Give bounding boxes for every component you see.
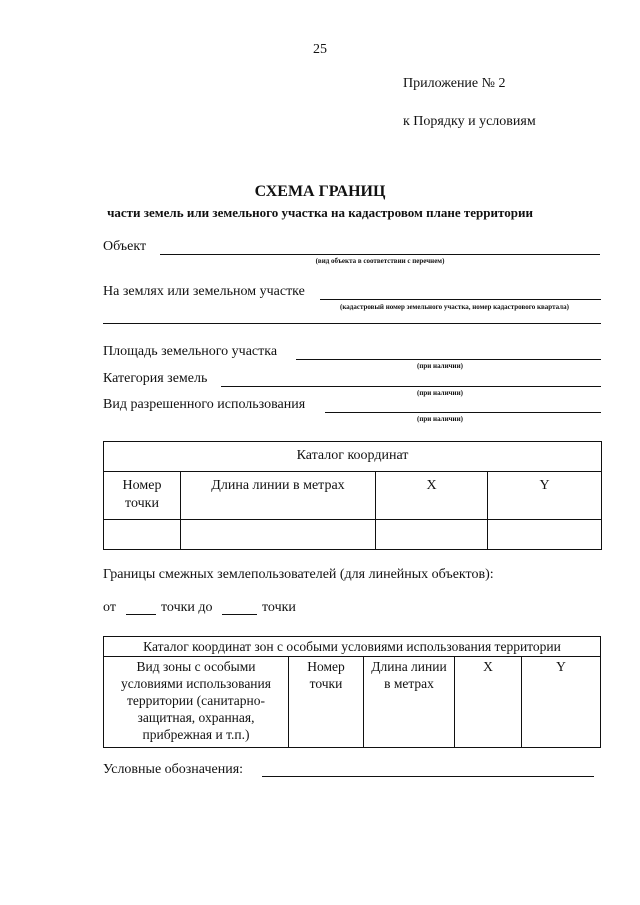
header-point-number: Номер точки	[104, 472, 181, 520]
coordinates-table	[103, 441, 602, 550]
page-subtitle: части земель или земельного участка на кадастровом плане территории	[107, 205, 533, 220]
use-hint: (при наличии)	[417, 415, 463, 423]
coordinates-table-caption: Каталог координат	[104, 442, 602, 472]
legend-field[interactable]	[262, 776, 594, 777]
category-field[interactable]	[221, 386, 601, 387]
use-label: Вид разрешенного использования	[103, 397, 306, 412]
legend-label: Условные обозначения:	[103, 762, 244, 777]
table-cell[interactable]	[104, 520, 181, 550]
area-hint: (при наличии)	[417, 362, 463, 370]
object-hint: (вид объекта в соответствии с перечнем)	[315, 257, 445, 265]
lands-label: На землях или земельном участке	[103, 284, 305, 299]
lands-hint: (кадастровый номер земельного участка, номер кадастрового квартала)	[340, 303, 569, 311]
category-hint: (при наличии)	[417, 389, 463, 397]
lands-field[interactable]	[320, 299, 601, 300]
from-label: от	[103, 600, 116, 615]
appendix-reference: к Порядку и условиям	[403, 114, 536, 129]
borders-text: Границы смежных землепользователей (для линейных объектов):	[103, 567, 494, 582]
page-title: СХЕМА ГРАНИЦ	[254, 183, 386, 200]
category-label: Категория земель	[103, 371, 208, 386]
use-field[interactable]	[325, 412, 601, 413]
zones-table-caption: Каталог координат зон с особыми условиями использования территории	[104, 637, 601, 657]
from-point-field[interactable]	[126, 614, 156, 615]
page-number: 25	[313, 42, 327, 57]
header-line-length: Длина линии в метрах	[364, 657, 455, 748]
table-cell[interactable]	[488, 520, 602, 550]
object-label: Объект	[103, 239, 147, 254]
object-field[interactable]	[160, 254, 600, 255]
header-point-number: Номер точки	[289, 657, 364, 748]
point-to-label: точки до	[161, 600, 213, 615]
area-label: Площадь земельного участка	[103, 344, 278, 359]
table-cell[interactable]	[376, 520, 488, 550]
zones-table	[103, 636, 601, 748]
to-point-field[interactable]	[222, 614, 257, 615]
point-label: точки	[262, 600, 296, 615]
header-zone-type: Вид зоны с особыми условиями использования территории (санитарно-защитная, охранная, прибрежная и т.п.)	[104, 657, 289, 748]
area-field[interactable]	[296, 359, 601, 360]
appendix-number: Приложение № 2	[403, 76, 506, 91]
header-x: X	[376, 472, 488, 520]
header-x: X	[455, 657, 522, 748]
header-line-length: Длина линии в метрах	[181, 472, 376, 520]
header-y: Y	[522, 657, 601, 748]
table-cell[interactable]	[181, 520, 376, 550]
header-y: Y	[488, 472, 602, 520]
lands-field-continued[interactable]	[103, 323, 601, 324]
